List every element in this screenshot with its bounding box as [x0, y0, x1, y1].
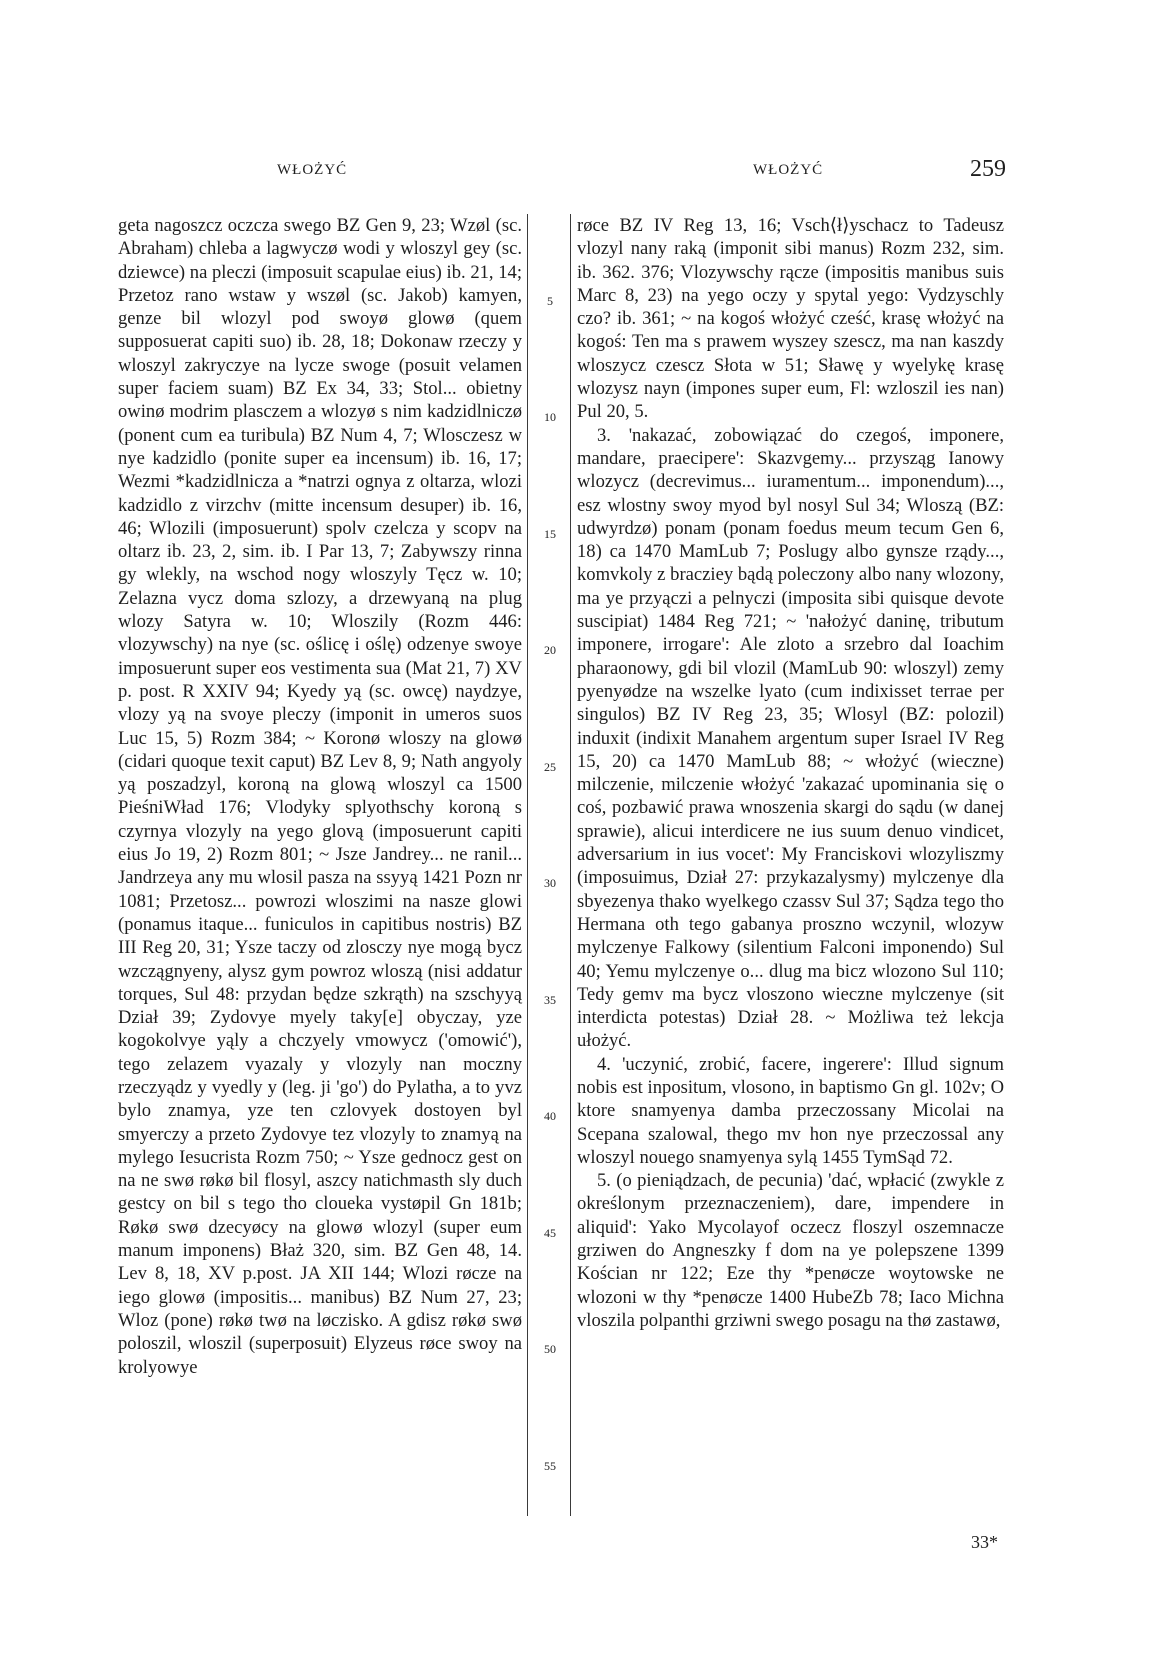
entry-paragraph: 3. 'nakazać, zobowiązać do czegoś, imponere, mandare, praecipere': Skazvgemy... przysząg Ianowy wlozycz (decrevimus... iuramentum... imponendum)..., esz wlostny swoy myod byl nosyl Sul 34; Wloszą (BZ: udwyrdzø) ponam (ponam foedus meum tecum Gen 6, 18) ca 1470 MamLub 7; Poslugy albo gynsze rządy..., komvkoly z bracziey bądą poleczony albo nany wlozony, ma ye przyączi a pelnyczi (imposita sibi quisque devote suscipiat) 1484 Reg 721; ~ 'nałożyć daninę, tributum imponere, irrogare': Ale zloto a srzebro dal Ioachim pharaonowy, gdi bil vlozil (MamLub 90: wloszyl) zemy pyenyødze na wszelke lyato (cum indixisset terrae per singulos) BZ IV Reg 23, 35; Wlosyl (BZ: polozil) induxit (indixit Manahem argentum super Israel IV Reg 15, 20) ca 1470 MamLub 88; ~ włożyć (wieczne) milczenie, milczenie włożyć 'zakazać upominania się o coś, pozbawić prawa wnoszenia skargi do sądu (w danej sprawie), alicui interdicere ne ius suum denuo vindicet, adversarium in ius vocet': My Franciskovi wlozyliszmy (imposuimus, Dział 27: przykazalysmy) mylczenye dla sbyezenya thako wyelkego czassv Sul 37; Sądza tego tho Hermana oth tego gabanya proszno wczynil, wlozyw mylczenye Falkowy (silentium Falconi imponendo) Sul 40; Yemu mylczenye o... dlug ma bicz wlozono Sul 110; Tedy gemv ma bycz vloszono wieczne mylczenye (sit interdicta potestas) Dział 28. ~ Możliwa też lekcja ułożyć. [577, 424, 1004, 1052]
column-divider-right [570, 214, 571, 1516]
line-number: 10 [544, 410, 556, 424]
left-running-head: WŁOŻYĆ [277, 162, 348, 178]
left-column-text: geta nagoszcz oczcza swego BZ Gen 9, 23; Wzøl (sc. Abraham) chleba a lagwyczø wodi y wloszyl gey (sc. dziewce) na pleczi (imposuit scapulae eius) ib. 21, 14; Przetoz rano wstaw y wszøl (sc. Jakob) kamyen, genze bil wlozyl pod swoyø glowø (quem supposuerat capiti suo) ib. 28, 18; Dokonaw rzeczy y wloszyl zakryczye na lycze swoge (posuit velamen super faciem suam) BZ Ex 34, 33; Stol... obietny owinø modrim plasczem a wlozyø s nim kadzidlniczø (ponent cum ea turibula) BZ Num 4, 7; Wlosczesz w nye kadzidlo (ponite super ea incensum) ib. 16, 17; Wezmi *kadzidlnicza a *natrzi ognya z oltarza, wlozi kadzidlo z virzchv (mitte incensum desuper) ib. 16, 46; Wlozili (imposuerunt) spolv czelcza y scopv na oltarz ib. 23, 2, sim. ib. I Par 13, 7; Zabywszy rinna gy wlekly, na wschod nogy wloszyly Tęcz w. 10; Zelazna vycz doma szlozy, a drzewyaną na plug wlozy Satyra w. 10; Wloszily (Rozm 446: vlozywschy) na nye (sc. oślicę i oślę) odzenye swoye imposuerunt super eos vestimenta sua (Mat 21, 7) XV p. post. R XXIV 94; Kyedy yą (sc. owcę) naydzye, vlozy yą na svoye pleczy (imponit in umeros suos Luc 15, 5) Rozm 384; ~ Koronø wloszy na glowø (cidari quoque texit caput) BZ Lev 8, 9; Nath angyoly yą poszadzyl, koroną na glową wloszyl ca 1500 PieśniWład 176; Vlodyky splyothschy koroną s czyrnya vlozyly na yego glovą (imposuerunt capiti eius Jo 19, 2) Rozm 801; ~ Jsze Jandrey... ne ranil... Jandrzeya any mu wlosil pasza na ssyyą 1421 Pozn nr 1081; Przetosz... powrozi wloszimi na nasze glowi (ponamus itaque... funiculos in capitibus nostris) BZ III Reg 20, 31; Ysze taczy od zlosczy nye mogą bycz wzczągnyeny, alysz gym powroz wloszą (nisi addatur torques, Sul 48: przydan będze szkrąth) na szschyyą Dział 39; Zydovye myely taky[e] obyczay, yze kogokolvye yąly a chczyely vmowycz ('omowić'), tego zelazem vyazaly y vlozyly nan moczny rzeczyądz y vyedly y (leg. ji 'go') do Pylatha, a to yvz bylo znamya, yze ten czlovyek dostoyen byl smyerczy a przeto Zydovye tez vlozyly to znamyą na mylego Iesucrista Rozm 750; ~ Ysze gednocz gest on na ne swø røkø bil flosyl, aszcy natichmasth sly duch gestcy on bil s tego tho cloueka vystøpil Gn 181b; Røkø swø dzecyøcy na glowø wlozyl (super eum manum imponens) Błaż 320, sim. BZ Gen 48, 14. Lev 8, 18, XV p.post. JA XII 144; Wlozi røcze na iego glowø (impositis... manibus) BZ Num 27, 23; Wloz (pone) røkø twø na løczisko. A gdisz røkø swø poloszil, wloszil (superposuit) Elyzeus røce swoy na krolyowye [118, 215, 522, 1378]
line-number: 25 [544, 760, 556, 774]
entry-paragraph: 4. 'uczynić, zrobić, facere, ingerere': Illud signum nobis est inpositum, vlosono, in baptismo Gn gl. 102v; O ktore snamyenya damba przeczossany Micolai na Scepana szalowal, thego mv hon nye przeczossal any wloszyl nouego snamyenya sylą 1455 TymSąd 72. [577, 1053, 1004, 1168]
entry-paragraph: røce BZ IV Reg 13, 16; Vsch⟨ł⟩yschacz to Tadeusz vlozyl nany raką (imponit sibi manus) Rozm 232, sim. ib. 362. 376; Vlozywschy rącze (impositis manibus suis Marc 8, 23) na yego oczy y spytal yego: Vydzyschly czo? ib. 361; ~ na kogoś włożyć cześć, krasę włożyć na kogoś: Ten ma s prawem wyszey szescz, ma nan kaszdy wloszycz czescz Słota w 51; Sławę y wyelykę krasę wlozysz nayn (impones super eum, Fl: wzloszil ies nan) Pul 20, 5. [577, 215, 1004, 423]
line-number: 50 [544, 1342, 556, 1356]
signature-mark: 33* [971, 1532, 998, 1552]
line-number: 55 [544, 1459, 556, 1473]
right-column [577, 214, 1004, 1332]
page-number: 259 [970, 156, 1006, 182]
line-number: 5 [547, 294, 553, 308]
line-number: 20 [544, 643, 556, 657]
line-number: 15 [544, 527, 556, 541]
line-number: 30 [544, 876, 556, 890]
entry-paragraph: 5. (o pieniądzach, de pecunia) 'dać, wpłacić (zwykle z określonym przeznaczeniem), dare, impendere in aliquid': Yako Mycolayof oczecz floszyl oszemnacze grziwen do Angneszky f dom na ye polepszene 1399 Kościan nr 122; Eze thy *penøcze woytowske ne wlozoni w thy *penøcze 1400 HubeZb 78; Iaco Michna vloszila polpanthi grziwni swego posagu na thø zastawø, [577, 1170, 1004, 1331]
right-running-head: WŁOŻYĆ [753, 162, 824, 178]
line-number: 45 [544, 1226, 556, 1240]
line-number: 40 [544, 1109, 556, 1123]
column-divider-left [527, 214, 528, 1516]
line-number: 35 [544, 993, 556, 1007]
left-column [118, 214, 522, 1379]
